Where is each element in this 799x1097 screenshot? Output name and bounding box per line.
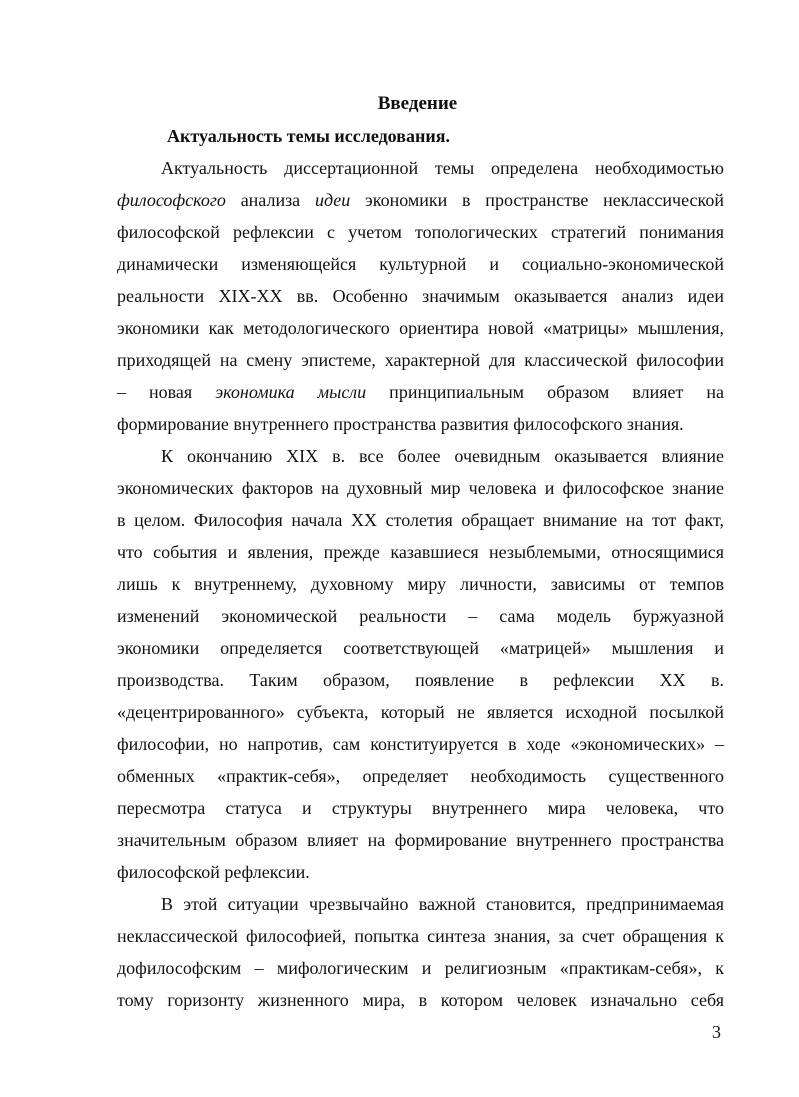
page-number: 3 <box>712 1022 721 1042</box>
paragraph-2-line: лишь к внутреннему, духовному миру личности, зависимы от темпов <box>117 574 724 594</box>
section-subtitle: Актуальность темы исследования. <box>167 126 450 146</box>
italic-term: философского <box>117 190 226 210</box>
paragraph-2-line: производства. Таким образом, появление в рефлексии XX в. <box>117 670 724 690</box>
paragraph-1-line <box>117 380 724 404</box>
paragraph-2-line: К окончанию XIX в. все более очевидным оказывается влияние <box>161 446 724 466</box>
text-run: экономики в пространстве неклассической <box>350 190 724 210</box>
paragraph-2-line: пересмотра статуса и структуры внутреннего мира человека, что <box>117 798 724 818</box>
paragraph-1-line: Актуальность диссертационной темы определена необходимостью <box>161 158 724 178</box>
paragraph-2-line: экономики определяется соответствующей «матрицей» мышления и <box>117 638 724 658</box>
paragraph-3-line: дофилософским – мифологическим и религиозным «практикам-себя», к <box>117 958 724 978</box>
paragraph-2-line: «децентрированного» субъекта, который не является исходной посылкой <box>117 702 724 722</box>
paragraph-2-line: философии, но напротив, сам конституируется в ходе «экономических» – <box>117 734 724 754</box>
paragraph-1-line: приходящей на смену эпистеме, характерной для классической философии <box>117 350 724 370</box>
paragraph-3-line: неклассической философией, попытка синтеза знания, за счет обращения к <box>117 926 724 946</box>
paragraph-2-line: философской рефлексии. <box>117 862 310 882</box>
paragraph-1-line <box>117 188 724 212</box>
paragraph-1-line: динамически изменяющейся культурной и социально-экономической <box>117 254 724 274</box>
paragraph-2-line: в целом. Философия начала XX столетия обращает внимание на тот факт, <box>117 510 724 530</box>
paragraph-1-line: формирование внутреннего пространства развития философского знания. <box>117 414 684 434</box>
text-run: принципиальным образом влияет на <box>366 382 724 402</box>
paragraph-2-line: значительным образом влияет на формирование внутреннего пространства <box>117 830 724 850</box>
paragraph-2-line: изменений экономической реальности – сама модель буржуазной <box>117 606 724 626</box>
paragraph-2-line: экономических факторов на духовный мир человека и философское знание <box>117 478 724 498</box>
section-title: Введение <box>377 93 458 114</box>
text-run: – новая <box>117 382 216 402</box>
paragraph-1-line: философской рефлексии с учетом топологических стратегий понимания <box>117 222 724 242</box>
paragraph-3-line: В этой ситуации чрезвычайно важной становится, предпринимаемая <box>161 894 724 914</box>
paragraph-3-line: тому горизонту жизненного мира, в котором человек изначально себя <box>117 990 724 1010</box>
paragraph-2-line: обменных «практик-себя», определяет необходимость существенного <box>117 766 724 786</box>
italic-term: экономика мысли <box>215 382 367 402</box>
italic-term: идеи <box>314 190 351 210</box>
paragraph-1-line: экономики как методологического ориентира новой «матрицы» мышления, <box>117 318 724 338</box>
text-run: анализа <box>225 190 315 210</box>
paragraph-1-line: реальности XIX-XX вв. Особенно значимым оказывается анализ идеи <box>117 286 724 306</box>
paragraph-2-line: что события и явления, прежде казавшиеся незыблемыми, относящимися <box>117 542 724 562</box>
